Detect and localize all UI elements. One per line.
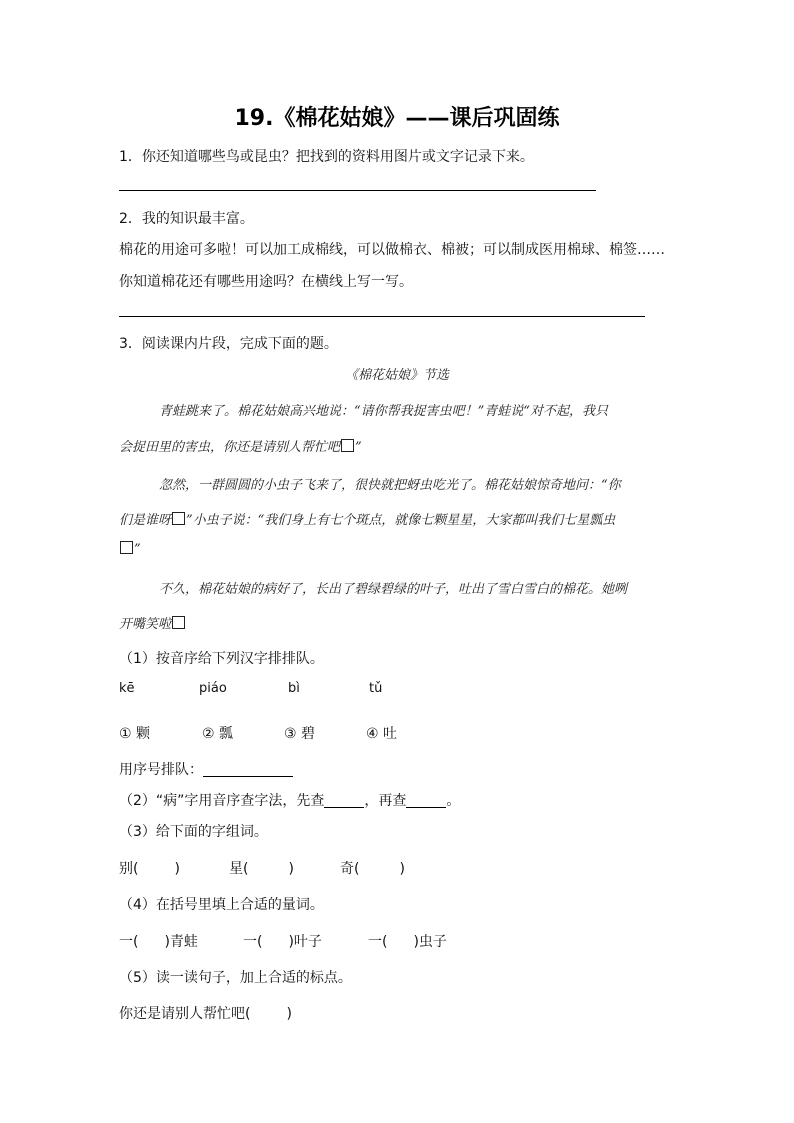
- passage-text: 开嘴笑啦: [119, 617, 172, 632]
- passage-line: 青蛙跳来了。棉花姑娘高兴地说：“请你帮我捉害虫吧！”青蛙说“对不起，我只: [159, 404, 608, 419]
- sub-question-1-heading: （1）按音序给下列汉字排排队。: [119, 651, 324, 667]
- page-title: 19.《棉花姑娘》——课后巩固练: [234, 106, 560, 131]
- word-item-open: 星(: [229, 861, 249, 877]
- measure-noun: )虫子: [413, 934, 447, 950]
- sub-question-2: [119, 790, 460, 810]
- pinyin-1: kē: [119, 681, 135, 696]
- order-blank[interactable]: [203, 762, 293, 777]
- passage-line: [119, 509, 615, 528]
- passage-line: [119, 436, 362, 455]
- measure-noun: )青蛙: [164, 934, 198, 950]
- sub-question-4-heading: （4）在括号里填上合适的量词。: [119, 897, 324, 913]
- answer-line-2[interactable]: [119, 316, 645, 317]
- measure-open: 一(: [368, 934, 388, 950]
- question-2-text-2: 你知道棉花还有哪些用途吗？在横线上写一写。: [119, 274, 413, 290]
- question-3-heading: 3．阅读课内片段，完成下面的题。: [119, 336, 338, 352]
- measure-word-item[interactable]: [368, 931, 447, 951]
- passage-text: ”: [134, 542, 141, 557]
- sentence-close: ): [286, 1006, 292, 1022]
- sub-question-3-heading: （3）给下面的字组词。: [119, 824, 268, 840]
- char-option-3: ③ 碧: [284, 726, 316, 742]
- sub-question-5-heading: （5）读一读句子，加上合适的标点。: [119, 970, 352, 986]
- passage-line: [119, 613, 186, 632]
- word-item-close: ): [399, 861, 405, 877]
- measure-open: 一(: [119, 934, 139, 950]
- question-2-text-1: 棉花的用途可多啦！可以加工成棉线，可以做棉衣、棉被；可以制成医用棉球、棉签……: [119, 242, 665, 258]
- sub2-text-c: 。: [446, 793, 461, 809]
- char-option-2: ② 瓢: [202, 726, 234, 742]
- pinyin-3: bì: [288, 681, 300, 696]
- sub2-text-a: （2）“病”字用音序查字法，先查: [119, 793, 325, 809]
- order-row: [119, 759, 293, 779]
- word-item-close: ): [174, 861, 180, 877]
- pinyin-2: piáo: [199, 681, 227, 696]
- sentence-text: 你还是请别人帮忙吧(: [119, 1006, 251, 1022]
- second-letter-blank[interactable]: [406, 793, 446, 808]
- pinyin-4: tǔ: [369, 681, 383, 696]
- first-letter-blank[interactable]: [324, 793, 364, 808]
- word-item[interactable]: [119, 858, 180, 878]
- passage-text: 会捉田里的害虫，你还是请别人帮忙吧: [119, 440, 341, 455]
- measure-open: 一(: [243, 934, 263, 950]
- passage-text: 们是谁呀: [119, 513, 172, 528]
- question-2-heading: 2．我的知识最丰富。: [119, 211, 254, 227]
- question-1: 1．你还知道哪些鸟或昆虫？把找到的资料用图片或文字记录下来。: [119, 149, 534, 165]
- word-item[interactable]: [340, 858, 405, 878]
- punctuation-box[interactable]: [172, 512, 185, 525]
- measure-word-item[interactable]: [119, 931, 198, 951]
- passage-line: 忽然，一群圆圆的小虫子飞来了，很快就把蚜虫吃光了。棉花姑娘惊奇地问：“你: [159, 478, 621, 493]
- punctuation-sentence[interactable]: [119, 1003, 292, 1023]
- word-item-close: ): [288, 861, 294, 877]
- word-item[interactable]: [229, 858, 294, 878]
- punctuation-box[interactable]: [172, 616, 185, 629]
- sub2-text-b: ，再查: [364, 793, 407, 809]
- passage-text: ”: [355, 440, 362, 455]
- passage-line: 不久，棉花姑娘的病好了，长出了碧绿碧绿的叶子，吐出了雪白雪白的棉花。她咧: [159, 582, 628, 597]
- order-label: 用序号排队：: [119, 762, 203, 778]
- passage-line: [119, 541, 141, 557]
- punctuation-box[interactable]: [341, 439, 354, 452]
- measure-noun: )叶子: [288, 934, 322, 950]
- char-option-4: ④ 吐: [366, 726, 398, 742]
- passage-text: ”小虫子说：“我们身上有七个斑点，就像七颗星星，大家都叫我们七星瓢虫: [186, 513, 616, 528]
- char-option-1: ① 颗: [119, 726, 151, 742]
- passage-title: 《棉花姑娘》节选: [344, 368, 449, 383]
- punctuation-box[interactable]: [120, 541, 133, 554]
- answer-line-1[interactable]: [119, 190, 596, 191]
- measure-word-item[interactable]: [243, 931, 322, 951]
- word-item-open: 奇(: [340, 861, 360, 877]
- word-item-open: 别(: [119, 861, 139, 877]
